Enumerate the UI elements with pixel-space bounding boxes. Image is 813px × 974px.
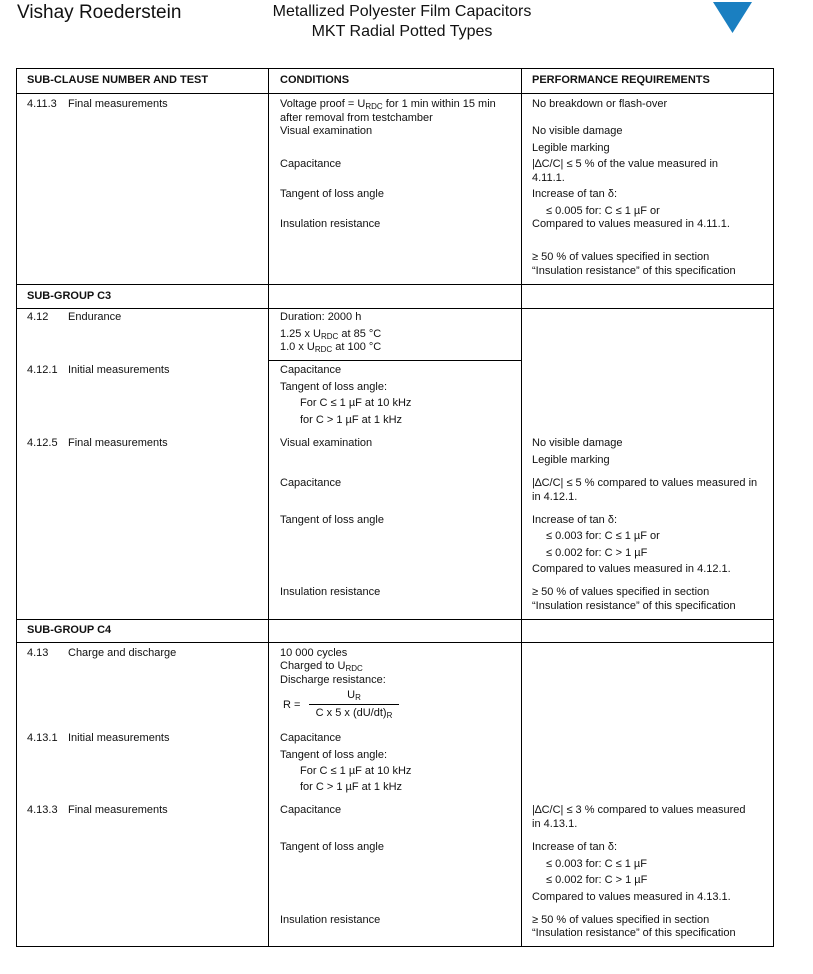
clause-name: Final measurements [68, 804, 168, 816]
requirement: ≥ 50 % of values specified in section [532, 914, 710, 926]
subscript: RDC [365, 102, 383, 111]
text: Charged to U [280, 660, 346, 672]
clause-number: 4.13.1 [27, 732, 58, 744]
divider [268, 360, 521, 361]
requirement: Compared to values measured in 4.13.1. [532, 891, 731, 903]
divider [16, 619, 774, 620]
company-name: Vishay Roederstein [17, 2, 182, 23]
requirement: |∆C/C| ≤ 5 % compared to values measured in [532, 477, 758, 489]
requirement: Legible marking [532, 142, 610, 154]
divider [16, 946, 774, 947]
divider [521, 68, 522, 947]
condition: Capacitance [280, 364, 342, 376]
text: 1.25 x U [280, 328, 321, 340]
clause-name: Final measurements [68, 437, 168, 449]
requirement: ≤ 0.002 for: C > 1 µF [546, 547, 648, 559]
text: Voltage proof = U [280, 98, 366, 110]
formula-lhs: R = [283, 699, 301, 711]
requirement: No visible damage [532, 437, 623, 449]
requirement: ≤ 0.003 for: C ≤ 1 µF [546, 858, 647, 870]
divider [268, 68, 269, 947]
requirement: Increase of tan δ: [532, 188, 618, 200]
divider [16, 93, 774, 94]
condition: after removal from testchamber [280, 112, 433, 124]
clause-name: Initial measurements [68, 364, 170, 376]
condition: Tangent of loss angle: [280, 749, 388, 761]
condition: Tangent of loss angle [280, 841, 384, 853]
text: 1.0 x U [280, 341, 315, 353]
requirement: “Insulation resistance” of this specification [532, 927, 736, 939]
requirement: Compared to values measured in 4.12.1. [532, 563, 731, 575]
clause-name: Final measurements [68, 98, 168, 110]
clause-name: Endurance [68, 311, 122, 323]
doc-subtitle: MKT Radial Potted Types [311, 23, 493, 40]
subscript: RDC [320, 332, 339, 341]
requirement: No breakdown or flash-over [532, 98, 668, 110]
subscript: R [386, 711, 393, 720]
column-header: SUB-CLAUSE NUMBER AND TEST [27, 74, 209, 86]
requirement: Compared to values measured in 4.11.1. [532, 218, 730, 230]
requirement: “Insulation resistance” of this specification [532, 265, 736, 277]
clause-number: 4.12.5 [27, 437, 58, 449]
subgroup-title: SUB-GROUP C4 [27, 624, 112, 636]
subscript: R [355, 693, 361, 702]
requirement: ≤ 0.005 for: C ≤ 1 µF or [546, 205, 660, 217]
column-header: CONDITIONS [280, 74, 350, 86]
subgroup-title: SUB-GROUP C3 [27, 290, 112, 302]
condition: 10 000 cycles [280, 647, 348, 659]
requirement: “Insulation resistance” of this specification [532, 600, 736, 612]
condition: For C ≤ 1 µF at 10 kHz [300, 397, 412, 409]
requirement: Legible marking [532, 454, 610, 466]
requirement: ≤ 0.002 for: C > 1 µF [546, 874, 648, 886]
condition: for C > 1 µF at 1 kHz [300, 781, 403, 793]
divider [16, 68, 17, 947]
condition: Visual examination [280, 125, 373, 137]
divider [773, 68, 774, 947]
formula-denominator [309, 706, 399, 720]
requirement: ≥ 50 % of values specified in section [532, 586, 710, 598]
vishay-logo-icon [713, 2, 753, 34]
condition: Capacitance [280, 804, 342, 816]
requirement: 4.11.1. [532, 172, 565, 184]
text: for 1 min within 15 min [382, 98, 496, 110]
divider [16, 68, 774, 69]
clause-number: 4.12.1 [27, 364, 58, 376]
clause-name: Initial measurements [68, 732, 170, 744]
text: at 100 °C [332, 341, 382, 353]
requirement: ≤ 0.003 for: C ≤ 1 µF or [546, 530, 660, 542]
requirement: |∆C/C| ≤ 3 % compared to values measured [532, 804, 746, 816]
clause-number: 4.13.3 [27, 804, 58, 816]
condition: Insulation resistance [280, 586, 381, 598]
fraction-bar [309, 704, 399, 705]
condition: Tangent of loss angle: [280, 381, 388, 393]
requirement: |∆C/C| ≤ 5 % of the value measured in [532, 158, 719, 170]
condition: Insulation resistance [280, 218, 381, 230]
clause-number: 4.11.3 [27, 98, 57, 110]
condition [280, 327, 381, 341]
condition: Tangent of loss angle [280, 514, 384, 526]
requirement: No visible damage [532, 125, 623, 137]
formula-numerator [309, 688, 399, 702]
condition: for C > 1 µF at 1 kHz [300, 414, 403, 426]
condition: For C ≤ 1 µF at 10 kHz [300, 765, 412, 777]
divider [16, 308, 774, 309]
requirement: ≥ 50 % of values specified in section [532, 251, 710, 263]
column-header: PERFORMANCE REQUIREMENTS [532, 74, 710, 86]
condition: Insulation resistance [280, 914, 381, 926]
divider [16, 284, 774, 285]
condition [280, 97, 496, 111]
condition: Tangent of loss angle [280, 188, 384, 200]
condition: Discharge resistance: [280, 674, 386, 686]
condition: Duration: 2000 h [280, 311, 362, 323]
text: at 85 °C [338, 328, 382, 340]
clause-number: 4.12 [27, 311, 49, 323]
clause-name: Charge and discharge [68, 647, 177, 659]
condition [280, 340, 381, 354]
clause-number: 4.13 [27, 647, 49, 659]
requirement: Increase of tan δ: [532, 514, 618, 526]
condition: Capacitance [280, 477, 342, 489]
condition: Capacitance [280, 732, 342, 744]
condition: Capacitance [280, 158, 342, 170]
text: C x 5 x (dU/dt) [315, 707, 387, 719]
requirement: Increase of tan δ: [532, 841, 618, 853]
requirement: in 4.13.1. [532, 818, 578, 830]
text: U [347, 689, 356, 701]
subscript: RDC [345, 664, 363, 673]
divider [16, 642, 774, 643]
condition [280, 659, 363, 673]
condition: Visual examination [280, 437, 373, 449]
requirement: in 4.12.1. [532, 491, 578, 503]
doc-title: Metallized Polyester Film Capacitors [272, 3, 532, 20]
subscript: RDC [314, 345, 333, 354]
